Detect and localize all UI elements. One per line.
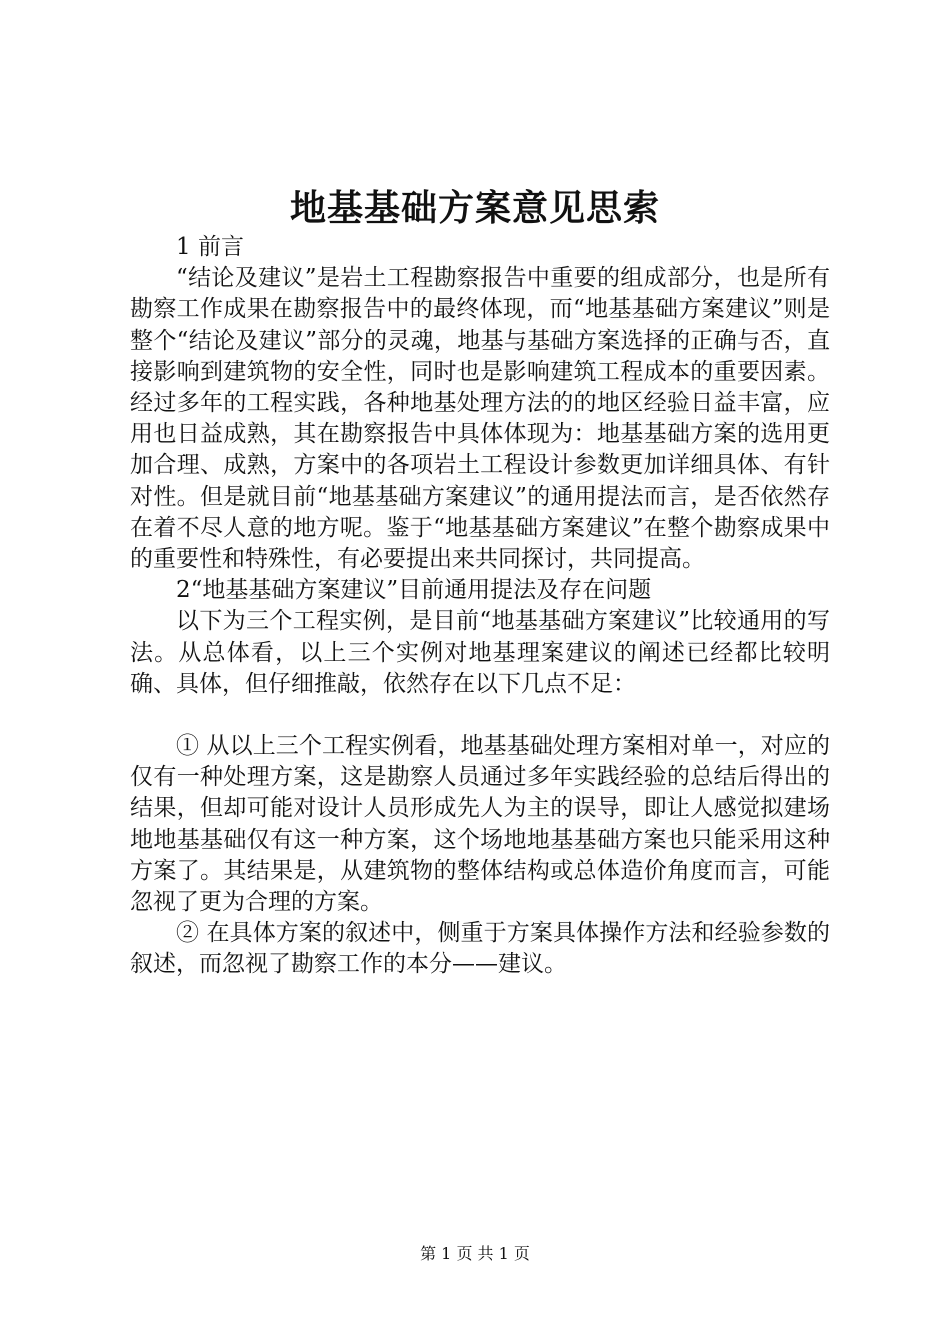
section-heading-preface: 1 前言 — [176, 234, 244, 260]
paragraph-point-2: ② 在具体方案的叙述中，侧重于方案具体操作方法和经验参数的叙述，而忽视了勘察工作的本分——建议。 — [130, 920, 830, 978]
paragraph-point-1: ① 从以上三个工程实例看，地基基础处理方案相对单一，对应的仅有一种处理方案，这是勘察人员通过多年实践经验的总结后得出的结果，但却可能对设计人员形成先人为主的误导，即让人感觉拟建场地地基基础仅有这一种方案，这个场地地基基础方案也只能采用这种方案了。其结果是，从建筑物的整体结构或总体造价角度而言，可能忽视了更为合理的方案。 — [130, 733, 830, 916]
document-title: 地基基础方案意见思索 — [289, 187, 660, 229]
document-body — [130, 232, 830, 981]
paragraph-examples-intro: 以下为三个工程实例，是目前“地基基础方案建议”比较通用的写法。从总体看，以上三个实例对地基理案建议的阐述已经都比较明确、具体，但仔细推敲，依然存在以下几点不足： — [130, 608, 830, 697]
page-footer: 第 1 页 共 1 页 — [420, 1244, 530, 1263]
section-heading-problems: 2“地基基础方案建议”目前通用提法及存在问题 — [176, 577, 652, 604]
paragraph-preface: “结论及建议”是岩土工程勘察报告中重要的组成部分，也是所有勘察工作成果在勘察报告中的最终体现，而“地基基础方案建议”则是整个“结论及建议”部分的灵魂，地基与基础方案选择的正确与否，直接影响到建筑物的安全性，同时也是影响建筑工程成本的重要因素。经过多年的工程实践，各种地基处理方法的的地区经验日益丰富，应用也日益成熟，其在勘察报告中具体体现为：地基基础方案的选用更加合理、成熟，方案中的各项岩土工程设计参数更加详细具体、有针对性。但是就目前“地基基础方案建议”的通用提法而言，是否依然存在着不尽人意的地方呢。鉴于“地基基础方案建议”在整个勘察成果中的重要性和特殊性，有必要提出来共同探讨，共同提高。 — [130, 265, 830, 573]
